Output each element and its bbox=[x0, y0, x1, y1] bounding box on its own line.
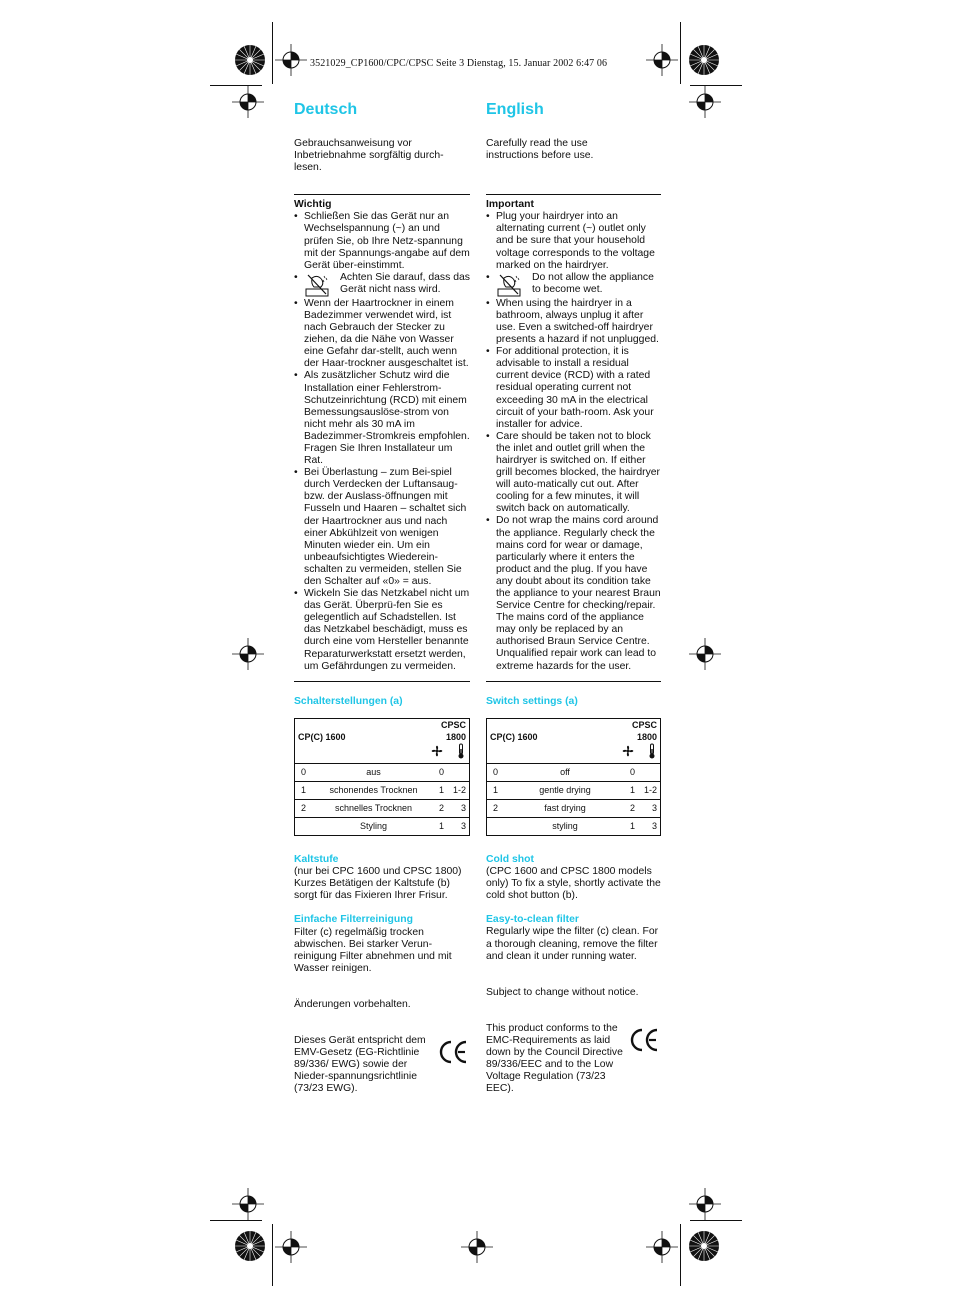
language-heading: English bbox=[486, 101, 544, 118]
wet-warning-text: • Achten Sie darauf, dass das Gerät nicht nass wird. bbox=[340, 271, 470, 295]
intro-text: Carefully read the use instructions before use. bbox=[486, 138, 594, 162]
registration-mark-icon bbox=[232, 1188, 264, 1220]
table-row: 2 fast drying 2 3 bbox=[487, 799, 661, 817]
table-row: styling 1 3 bbox=[487, 817, 661, 835]
print-header: 3521029_CP1600/CPC/CPSC Seite 3 Dienstag, 15. Januar 2002 6:47 06 bbox=[310, 58, 608, 69]
table-header-model-2: CPSC 1800 bbox=[631, 719, 657, 742]
registration-mark-icon bbox=[232, 638, 264, 670]
table-row: Styling 1 3 bbox=[295, 818, 470, 836]
registration-mark-icon bbox=[646, 44, 678, 76]
list-item: • For additional protection, it is advisable to install a residual current device (RCD) with a rated residual operating current not exceeding 30 mA in the electrical circuit of your bath-room. Ask your installer for advice. bbox=[486, 346, 661, 431]
table-header-model-1: CP(C) 1600 bbox=[490, 731, 538, 742]
switch-settings-title: Schalterstellungen (a) bbox=[294, 695, 403, 707]
list-item: • Plug your hairdryer into an alternating current (~) outlet only and be sure that your household voltage corresponds to the voltage marked on the hairdryer. bbox=[486, 211, 661, 271]
list-item: • Wenn der Haartrockner in einem Badezimmer verwendet wird, ist nach Gebrauch der Stecker zu ziehen, da die Nähe von Wasser eine Gefahr dar-stellt, auch wenn der Haar-trockner ausgeschaltet ist. bbox=[294, 298, 470, 371]
switch-table bbox=[486, 718, 661, 836]
no-wet-appliance-icon bbox=[496, 272, 522, 298]
list-item: • Wickeln Sie das Netzkabel nicht um das Gerät. Überprü-fen Sie es gelegentlich auf Schadstellen. Ist das Netzkabel beschädigt, muss es durch eine vom Hersteller benannte Reparaturwerkstatt ersetzt werden, um Gefährdungen zu vermeiden. bbox=[294, 588, 470, 673]
important-title: Important bbox=[486, 199, 534, 211]
no-wet-appliance-icon bbox=[304, 272, 330, 298]
ce-text: This product conforms to the EMC-Requirements as laid down by the Council Directive 89/336/EEC and to the Low Voltage Regulation (73/23 EEC). bbox=[486, 1022, 623, 1095]
registration-mark-icon bbox=[646, 1231, 678, 1263]
switch-settings-title: Switch settings (a) bbox=[486, 695, 578, 707]
table-row: 0 off 0 bbox=[487, 763, 661, 781]
important-title: Wichtig bbox=[294, 199, 332, 211]
registration-mark-icon bbox=[461, 1231, 493, 1263]
fan-icon bbox=[430, 744, 444, 758]
cold-shot-title: Kaltstufe bbox=[294, 854, 339, 866]
list-item: • Care should be taken not to block the inlet and outlet grill when the hairdryer is switched on. If either grill becomes blocked, the hairdryer will auto-matically cut out. After cooling for a few minutes, it will switch back on automatically. bbox=[486, 431, 661, 516]
filter-text: Filter (c) regelmäßig trocken abwischen. Bei starker Verun-reinigung Filter abnehmen und mit Wasser reinigen. bbox=[294, 926, 452, 974]
registration-mark-icon bbox=[689, 1188, 721, 1220]
registration-mark-icon bbox=[232, 86, 264, 118]
ce-text: Dieses Gerät entspricht dem EMV-Gesetz (EG-Richtlinie 89/336/ EWG) sowie der Nieder-spannungsrichtlinie (73/23 EWG). bbox=[294, 1034, 426, 1095]
table-row: 2 schnelles Trocknen 2 3 bbox=[295, 800, 470, 818]
divider bbox=[486, 681, 661, 682]
registration-mark-icon bbox=[689, 86, 721, 118]
divider bbox=[294, 681, 470, 682]
registration-mark-icon bbox=[275, 1231, 307, 1263]
ce-mark-icon bbox=[629, 1027, 659, 1053]
ce-mark-icon bbox=[438, 1039, 468, 1065]
safety-list bbox=[294, 211, 470, 672]
thermometer-icon bbox=[647, 743, 657, 759]
starburst-target-icon bbox=[234, 44, 266, 76]
table-row: 1 gentle drying 1 1-2 bbox=[487, 781, 661, 799]
wet-warning-text: • Do not allow the appliance to become wet. bbox=[532, 271, 654, 295]
cold-shot-text: (nur bei CPC 1600 und CPSC 1800) Kurzes Betätigen der Kaltstufe (b) sorgt für das Fixieren Ihrer Frisur. bbox=[294, 866, 462, 902]
list-item: • Als zusätzlicher Schutz wird die Installation einer Fehlerstrom-Schutzeinrichtung (RCD) mit einem Bemessungsauslöse-strom von nicht mehr als 30 mA im Badezimmer-Stromkreis empfohlen. Fragen Sie Ihren Installateur um Rat. bbox=[294, 370, 470, 467]
filter-title: Einfache Filterreinigung bbox=[294, 914, 413, 926]
language-heading: Deutsch bbox=[294, 101, 358, 118]
list-item: • When using the hairdryer in a bathroom, always unplug it after use. Even a switched-off hairdryer presents a hazard if not unplugged. bbox=[486, 298, 661, 346]
table-row: 1 schonendes Trocknen 1 1-2 bbox=[295, 782, 470, 800]
column-english bbox=[486, 100, 661, 1095]
fan-icon bbox=[621, 744, 635, 758]
list-item: • Schließen Sie das Gerät nur an Wechselspannung (~) an und prüfen Sie, ob Ihre Netz-spannung mit der Spannungs-angabe auf dem Gerät über-einstimmt. bbox=[294, 211, 470, 271]
registration-mark-icon bbox=[275, 44, 307, 76]
registration-mark-icon bbox=[689, 638, 721, 670]
table-header-model-1: CP(C) 1600 bbox=[298, 731, 346, 742]
safety-list bbox=[486, 211, 661, 672]
switch-table bbox=[294, 718, 470, 836]
cold-shot-text: (CPC 1600 and CPSC 1800 models only) To fix a style, shortly activate the cold shot button (b). bbox=[486, 866, 661, 902]
column-deutsch bbox=[294, 100, 470, 1095]
divider bbox=[486, 194, 661, 195]
list-item: • Do not wrap the mains cord around the appliance. Regularly check the mains cord for wear or damage, particularly where it enters the product and the plug. If you have any doubt about its condition take the appliance to your nearest Braun Service Centre for checking/repair. The mains cord of the appliance may only be replaced by an authorised Braun Service Centre. Unqualified repair work can lead to extreme hazards for the user. bbox=[486, 515, 661, 672]
starburst-target-icon bbox=[688, 44, 720, 76]
thermometer-icon bbox=[456, 743, 466, 759]
divider bbox=[294, 194, 470, 195]
list-item: • Bei Überlastung – zum Bei-spiel durch Verdecken der Luftansaug- bzw. der Auslass-öffnungen mit Fusseln und Haaren – schaltet sich der Haartrockner aus und nach einer Abkühlzeit von wenigen Minuten wieder ein. Um ein unbeaufsichtigtes Wiederein-schalten zu vermeiden, stellen Sie den Schalter auf «0» = aus. bbox=[294, 467, 470, 588]
filter-title: Easy-to-clean filter bbox=[486, 914, 579, 926]
list-item bbox=[486, 272, 661, 298]
filter-text: Regularly wipe the filter (c) clean. For a thorough cleaning, remove the filter and clean it under running water. bbox=[486, 926, 659, 962]
cold-shot-title: Cold shot bbox=[486, 853, 534, 865]
change-notice: Änderungen vorbehalten. bbox=[294, 998, 411, 1010]
table-header-model-2: CPSC 1800 bbox=[440, 719, 466, 742]
change-notice: Subject to change without notice. bbox=[486, 986, 639, 998]
starburst-target-icon bbox=[688, 1230, 720, 1262]
table-row: 0 aus 0 bbox=[295, 764, 470, 782]
intro-text: Gebrauchsanweisung vor Inbetriebnahme sorgfältig durch-lesen. bbox=[294, 138, 444, 174]
list-item bbox=[294, 272, 470, 298]
starburst-target-icon bbox=[234, 1230, 266, 1262]
